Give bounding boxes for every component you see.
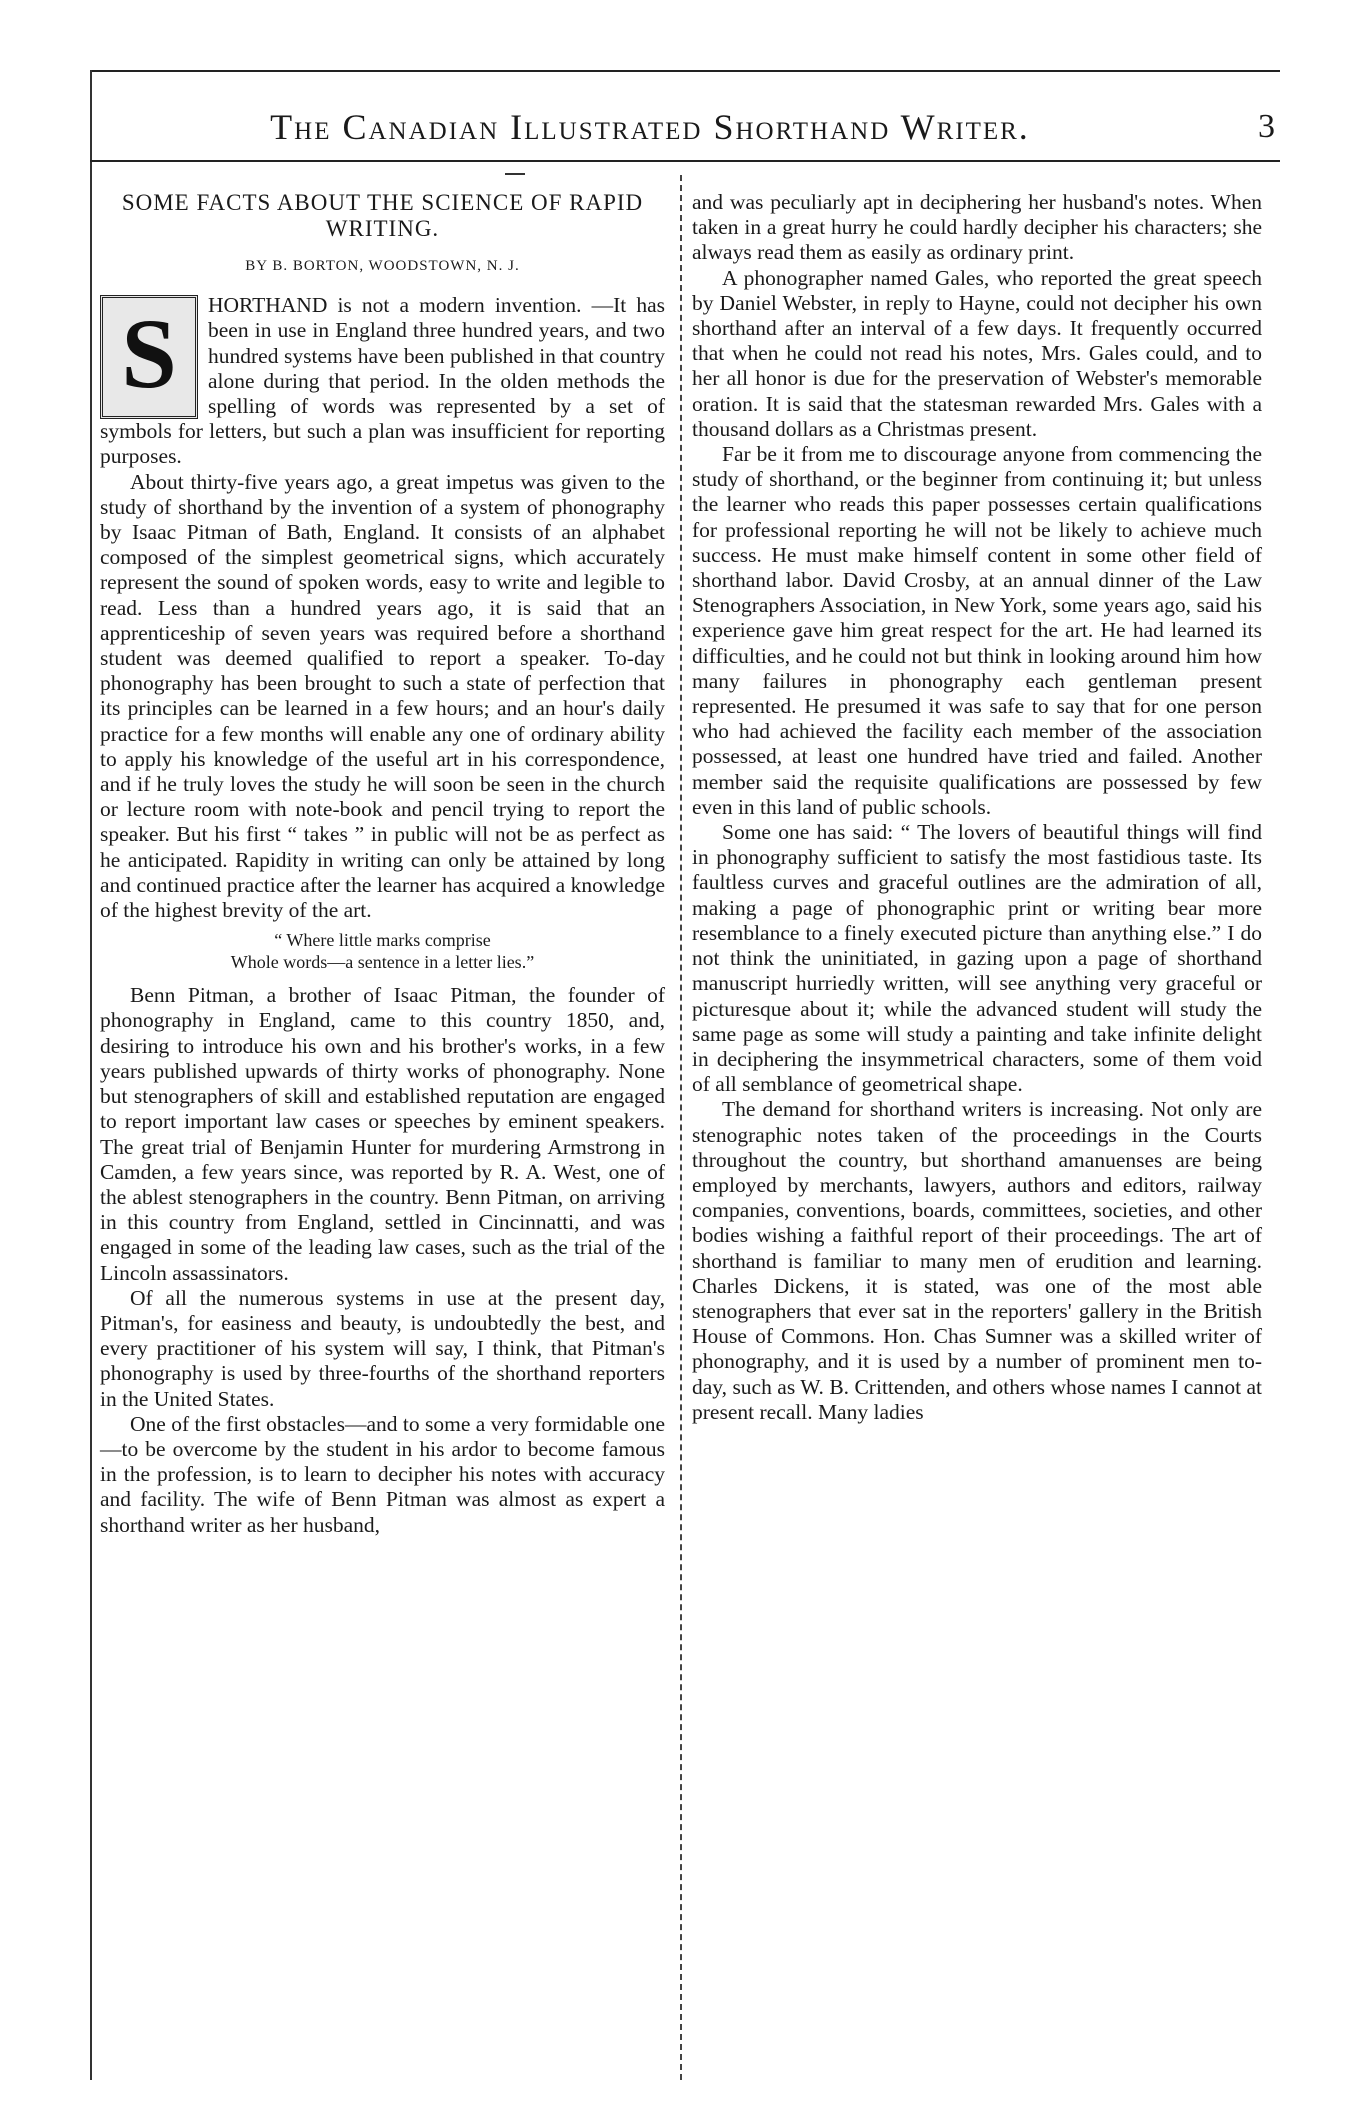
paragraph-10: The demand for shorthand writers is increasing. Not only are stenographic notes taken of the proceedings in the Courts throughout the country, but shorthand amanuenses are being employed by merchants, lawyers, authors and editors, railway companies, conventions, boards, committees, societies, and other bodies wishing a faithful report of their proceedings. The art of shorthand is familiar to many men of erudition and learning. Charles Dickens, it is stated, was one of the most able stenographers that ever sat in the reporters' gallery in the British House of Commons. Hon. Chas Sumner was a skilled writer of phonography, and it is used by a number of prominent men to-day, such as W. B. Crittenden, and others whose names I cannot at present recall. Many ladies [692, 1097, 1262, 1424]
column-divider [680, 175, 682, 2080]
paragraph-6: and was peculiarly apt in deciphering her husband's notes. When taken in a great hurry he could hardly decipher his characters; she always read them as easily as ordinary print. [692, 190, 1262, 265]
page-number: 3 [1258, 108, 1275, 145]
paragraph-7: A phonographer named Gales, who reported the great speech by Daniel Webster, in reply to Hayne, could not decipher his own shorthand after an interval of a few days. It frequently occurred that when he could not read his notes, Mrs. Gales could, and to her all honor is due for the preservation of Webster's memorable oration. It is said that the statesman rewarded Mrs. Gales with a thousand dollars as a Christmas present. [692, 265, 1262, 441]
verse-quote [100, 929, 665, 973]
right-column [692, 190, 1262, 1425]
article-title: SOME FACTS ABOUT THE SCIENCE OF RAPID WRITING. [121, 190, 644, 241]
article-byline: BY B. BORTON, WOODSTOWN, N. J. [245, 258, 520, 274]
ornament-dash [505, 173, 525, 175]
paragraph-1: HORTHAND is not a modern invention. —It has been in use in England three hundred years, and two hundred systems have been published in that country alone during that period. In the olden methods the spelling of words was represented by a set of symbols for letters, but such a plan was insufficient for reporting purposes. [100, 293, 665, 469]
paragraph-2: About thirty-five years ago, a great impetus was given to the study of shorthand by the invention of a system of phonography by Isaac Pitman of Bath, England. It consists of an alphabet composed of the simplest geometrical signs, which accurately represent the sound of spoken words, easy to write and legible to read. Less than a hundred years ago, it is said that an apprenticeship of seven years was required before a shorthand student was deemed qualified to report a speaker. To-day phonography has been brought to such a state of perfection that its principles can be learned in a few hours; and an hour's daily practice for a few months will enable any one of ordinary ability to apply his knowledge of the useful art in his correspondence, and if he truly loves the study he will soon be seen in the church or lecture room with note-book and pencil trying to report the speaker. But his first “ takes ” in public will not be as perfect as he anticipated. Rapidity in writing can only be attained by long and continued practice after the learner has acquired a knowledge of the highest brevity of the art. [100, 469, 665, 923]
quote-line-2: Whole words—a sentence in a letter lies.” [230, 952, 535, 973]
paragraph-4: Of all the numerous systems in use at the present day, Pitman's, for easiness and beauty, is undoubtedly the best, and every practitioner of his system will say, I think, that Pitman's phonography is used by three-fourths of the shorthand reporters in the United States. [100, 1285, 665, 1411]
running-head: The Canadian Illustrated Shorthand Writer. [270, 107, 1030, 147]
paragraph-9: Some one has said: “ The lovers of beautiful things will find in phonography sufficient to satisfy the most fastidious taste. Its faultless curves and graceful outlines are the admiration of all, making a page of phonographic print or writing bear more resemblance to a finely executed picture than anything else.” I do not think the uninitiated, in gazing upon a page of shorthand manuscript hurriedly written, will see anything very graceful or picturesque about it; while the advanced student will study the same page as some will study a painting and take infinite delight in deciphering the insymmetrical characters, some of them void of all semblance of geometrical shape. [692, 820, 1262, 1097]
paragraph-3: Benn Pitman, a brother of Isaac Pitman, the founder of phonography in England, came to this country 1850, and, desiring to introduce his own and his brother's works, in a few years published upwards of thirty works of phonography. None but stenographers of skill and established reputation are engaged to report important law cases or speeches by eminent speakers. The great trial of Benjamin Hunter for murdering Armstrong in Camden, a few years since, was reported by R. A. West, one of the ablest stenographers in the country. Benn Pitman, on arriving in this country from England, settled in Cincinnatti, and was engaged in some of the leading law cases, such as the trial of the Lincoln assassinators. [100, 983, 665, 1285]
drop-cap-initial: S [100, 295, 198, 419]
header-rule [90, 160, 1280, 162]
paragraph-8: Far be it from me to discourage anyone from commencing the study of shorthand, or the beginner from continuing it; but unless the learner who reads this paper possesses certain qualifications for professional reporting he will not be likely to achieve much success. He must make himself content in some other field of shorthand labor. David Crosby, at an annual dinner of the Law Stenographers Association, in New York, some years ago, said his experience gave him great respect for the art. He had learned its difficulties, and he could not but think in looking around him how many failures in phonography each gentleman present represented. He presumed it was safe to say that for one person who had achieved the facility each member of the association possessed, at least one hundred have tried and failed. Another member said the requisite qualifications are possessed by few even in this land of public schools. [692, 442, 1262, 819]
left-column [100, 190, 665, 1538]
paragraph-5: One of the first obstacles—and to some a very formidable one—to be overcome by the student in his ardor to become famous in the profession, is to learn to decipher his notes with accuracy and facility. The wife of Benn Pitman was almost as expert a shorthand writer as her husband, [100, 1411, 665, 1537]
quote-line-1: “ Where little marks comprise [274, 930, 491, 951]
